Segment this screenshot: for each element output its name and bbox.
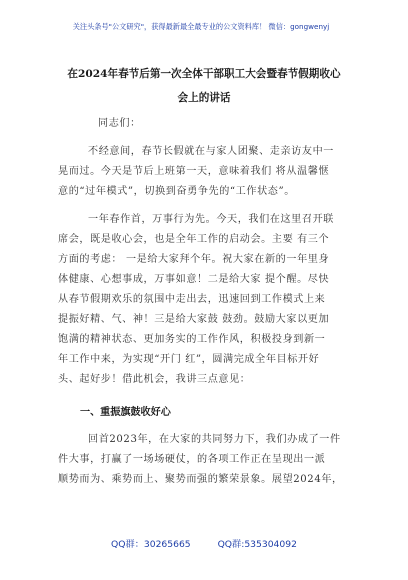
paragraph-line: 年工作中来，为实现“开门 红”，圆满完成全年目标开好 [58,354,320,365]
paragraph-line: 方面的考虑： 一是给大家拜个年。祝大家在新的一年里身 [58,254,330,265]
paragraph-line: 体健康、心想事成，万事如意！二是给大家 提个醒。尽快 [58,274,330,285]
paragraph-line: 提振好精、气、神！三是给大家鼓 鼓劲。鼓励大家以更加 [58,314,330,325]
paragraph-line: 晃而过。今天是节后上班第一天，意味着我们 将从温馨惬 [58,166,330,177]
salutation: 同志们： [98,118,141,129]
footer-contact [0,536,408,550]
document-title-line-1: 在2024年春节后第一次全体干部职工大会暨春节假期收心 [67,68,341,80]
header-banner: 关注头条号"公文研究"，获得最新最全最专业的公文资料库！ 微信：gongwenyj [72,22,330,31]
paragraph-line: 回首2023年，在大家的共同努力下，我们办成了一件 [88,434,341,445]
paragraph-line: 意的“过年模式”，切换到奋勇争先的“工作状态”。 [58,186,295,197]
section-heading-1: 一、重振旗鼓收好心 [80,407,171,418]
paragraph-line: 头、起好步！借此机会，我讲三点意见： [58,374,251,385]
paragraph-line: 从春节假期欢乐的氛围中走出去，迅速回到工作模式上来 [58,294,326,305]
paragraph-line: 件大事，打赢了一场场硬仗，的各项工作正在呈现出一派 [58,454,326,465]
paragraph-line: 一年春作首，万事行为先。今天，我们在这里召开联 [88,214,334,225]
qq-group-2: QQ群:535304092 [217,539,297,550]
paragraph-line: 顺势而为、乘势而上、聚势而强的繁荣景象。展望2024年， [58,474,343,485]
paragraph-line: 不经意间，春节长假就在与家人团聚、走亲访友中一 [88,146,334,157]
qq-group-1: QQ群：30265665 [111,539,191,550]
paragraph-line: 席会，既是收心会，也是全年工作的启动会。主要 有三个 [58,234,330,245]
document-title-line-2: 会上的讲话 [177,92,231,104]
paragraph-line: 饱满的精神状态、更加务实的工作作风，积极投身到新一 [58,334,326,345]
